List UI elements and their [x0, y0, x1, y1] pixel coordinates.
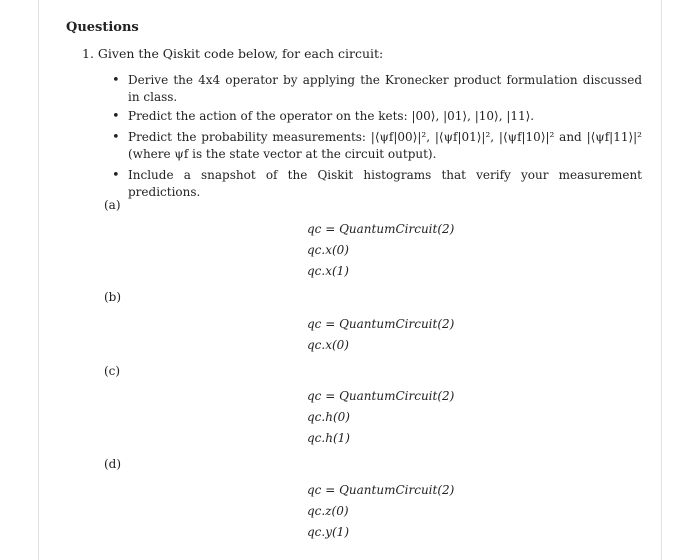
- section-heading: Questions: [66, 20, 139, 35]
- code-line: qc.y(1): [307, 525, 349, 539]
- code-line: qc.h(0): [307, 410, 350, 424]
- code-line: qc = QuantumCircuit(2): [307, 317, 455, 331]
- bullet-derive-operator: [112, 72, 642, 106]
- bullet-dot: •: [112, 73, 120, 88]
- part-d-label: (d): [104, 457, 122, 471]
- part-a-label: (a): [104, 198, 121, 212]
- part-c-code: [307, 386, 454, 449]
- part-a-code: [307, 219, 454, 282]
- code-line: qc.h(1): [307, 431, 350, 445]
- bullet-dot: •: [112, 109, 120, 124]
- bullet-predict-probability: [112, 129, 642, 163]
- bullet-histograms: [112, 167, 642, 201]
- part-b-label: (b): [104, 290, 122, 304]
- bullet-predict-action: [112, 108, 642, 125]
- part-c-label: (c): [104, 364, 121, 378]
- code-line: qc = QuantumCircuit(2): [307, 222, 455, 236]
- question-text: 1. Given the Qiskit code below, for each circuit:: [82, 46, 384, 61]
- code-line: qc.x(0): [307, 338, 349, 352]
- bullet-text: Predict the action of the operator on the kets: |00⟩, |01⟩, |10⟩, |11⟩.: [128, 109, 535, 123]
- bullet-text: Predict the probability measurements: |⟨ψf|00⟩|², |⟨ψf|01⟩|², |⟨ψf|10⟩|² and |⟨ψf|11⟩|² (where ψf is the state vector at the circuit output).: [128, 130, 642, 161]
- bullet-dot: •: [112, 168, 120, 183]
- bullet-text: Derive the 4x4 operator by applying the Kronecker product formulation discussed in class.: [128, 73, 642, 104]
- part-b-code: [307, 314, 454, 356]
- bullet-dot: •: [112, 130, 120, 145]
- code-line: qc = QuantumCircuit(2): [307, 389, 455, 403]
- code-line: qc.x(1): [307, 264, 349, 278]
- bullet-text: Include a snapshot of the Qiskit histograms that verify your measurement predictions.: [128, 168, 642, 199]
- code-line: qc = QuantumCircuit(2): [307, 483, 455, 497]
- code-line: qc.x(0): [307, 243, 349, 257]
- code-line: qc.z(0): [307, 504, 349, 518]
- part-d-code: [307, 480, 454, 543]
